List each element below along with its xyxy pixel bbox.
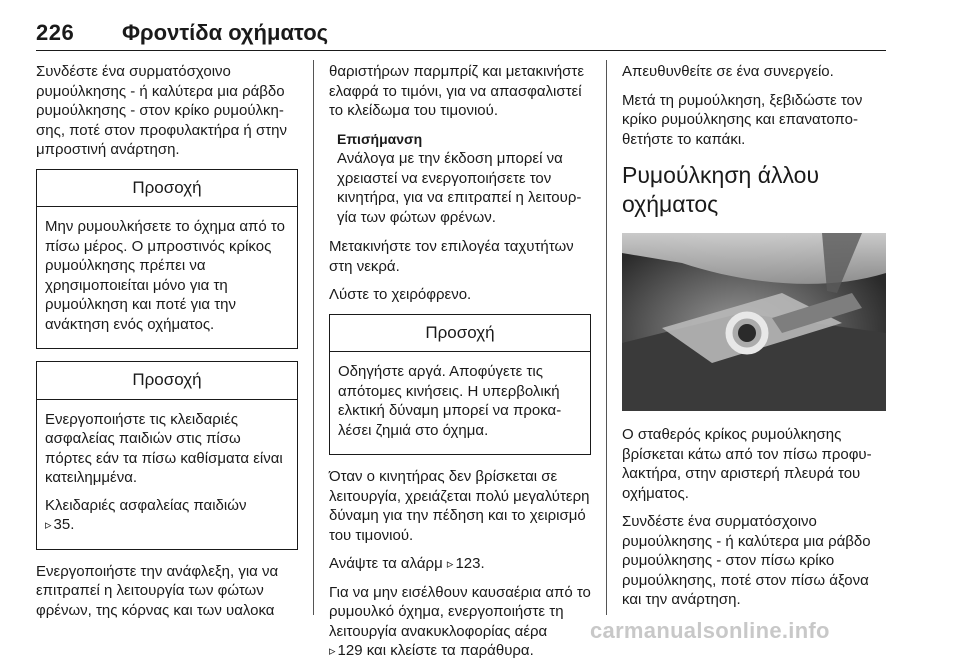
warning-title: Προσοχή: [330, 315, 590, 353]
note-title: Επισήμανση: [337, 130, 423, 147]
towing-eye-photo: [622, 233, 886, 411]
column-3: [622, 62, 886, 619]
warning-text: Οδηγήστε αργά. Αποφύγετε τις απότομες κινήσεις. Η υπερβολική ελκτική δύναμη μπορεί να προκαλέσει ζημιά στο όχημα.: [338, 363, 562, 439]
warning-text: Ενεργοποιήστε τις κλειδαριές ασφαλείας παιδιών στις πίσω πόρτες εάν τα πίσω καθίσματα είναι κατειλημμένα.: [45, 410, 283, 486]
paragraph: [329, 554, 591, 574]
column-2: [329, 62, 591, 670]
section-heading: Ρυμούλκηση άλλου οχήματος: [622, 162, 820, 217]
cross-reference-page[interactable]: 35.: [53, 516, 75, 533]
triangle-right-icon: ▹: [45, 517, 52, 532]
paragraph: Ενεργοποιήστε την ανάφλεξη, για να επιτραπεί η λειτουργία των φώτων φρένων, της κόρνας και των υαλοκα: [36, 562, 279, 619]
warning-body: [330, 352, 590, 454]
paragraph-text: Για να μην εισέλθουν καυσαέρια από το ρυμουλκό όχημα, ενεργοποιήστε τη λειτουργία ανακυκλοφορίας αέρα: [329, 583, 591, 640]
triangle-right-icon: ▹: [329, 643, 336, 658]
watermark: carmanualsonline.info: [590, 618, 830, 643]
warning-box: [36, 361, 298, 550]
warning-body: [37, 400, 297, 549]
warning-text: Μην ρυμουλκήσετε το όχημα από το πίσω μέρος. Ο μπροστινός κρίκος ρυμούλκησης πρέπει να χρησιμοποιείται μόνο για τη ρυμούλκηση και ποτέ για την ανάκτηση ενός οχήματος.: [45, 218, 285, 333]
paragraph: Ο σταθερός κρίκος ρυμούλκησης βρίσκεται κάτω από τον πίσω προφυλακτήρα, στην αριστερή πλευρά του οχήματος.: [622, 426, 872, 502]
note-block: [337, 130, 591, 228]
paragraph-text: Ανάψτε τα αλάρμ: [329, 555, 443, 572]
paragraph-text: και κλείστε τα παράθυρα.: [366, 642, 534, 659]
column-divider: [606, 60, 607, 615]
paragraph: Συνδέστε ένα συρματόσχοινο ρυμούλκησης - ή καλύτερα μια ράβδο ρυμούλκησης - στον πίσω κρίκο ρυμούλκησης, ποτέ στον πίσω άξονα και την ανάρτηση.: [622, 513, 871, 608]
cross-reference[interactable]: [45, 496, 289, 535]
warning-box: [36, 169, 298, 350]
triangle-right-icon: ▹: [446, 556, 454, 571]
page-number: 226: [36, 20, 75, 45]
paragraph: Όταν ο κινητήρας δεν βρίσκεται σε λειτουργία, χρειάζεται πολύ μεγαλύτερη δύναμη για την πέδηση και το χειρισμό του τιμονιού.: [329, 468, 590, 544]
column-divider: [313, 60, 314, 615]
warning-title: Προσοχή: [37, 170, 297, 208]
note-text: Ανάλογα με την έκδοση μπορεί να χρειαστεί να ενεργοποιήσετε τον κινητήρα, για να επιτραπεί η λειτουργία των φώτων φρένων.: [337, 150, 582, 226]
column-1: [36, 62, 298, 629]
paragraph: Μετακινήστε τον επιλογέα ταχυτήτων στη νεκρά.: [329, 238, 574, 275]
paragraph: Συνδέστε ένα συρματόσχοινο ρυμούλκησης - ή καλύτερα μια ράβδο ρυμούλκησης - στον κρίκο ρυμούλκησης, ποτέ στον προφυλακτήρα ή στην μπροστινή ανάρτηση.: [36, 63, 287, 158]
paragraph: Λύστε το χειρόφρενο.: [329, 286, 472, 303]
paragraph: [329, 583, 591, 661]
cross-reference-text: Κλειδαριές ασφαλείας παιδιών: [45, 496, 247, 514]
warning-box: [329, 314, 591, 456]
paragraph: Απευθυνθείτε σε ένα συνεργείο.: [622, 63, 834, 80]
paragraph: θαριστήρων παρμπρίζ και μετακινήστε ελαφρά το τιμόνι, για να απασφαλιστεί το κλείδωμα του τιμονιού.: [329, 63, 585, 119]
cross-reference-page[interactable]: 123.: [455, 555, 485, 572]
cross-reference-page[interactable]: 129: [337, 642, 363, 659]
paragraph: Μετά τη ρυμούλκηση, ξεβιδώστε τον κρίκο ρυμούλκησης και επανατοποθετήστε το καπάκι.: [622, 91, 863, 148]
page-header: [36, 20, 886, 51]
warning-title: Προσοχή: [37, 362, 297, 400]
page-title: Φροντίδα οχήματος: [122, 20, 329, 45]
towing-eye-illustration: [622, 233, 886, 411]
warning-body: [37, 207, 297, 348]
